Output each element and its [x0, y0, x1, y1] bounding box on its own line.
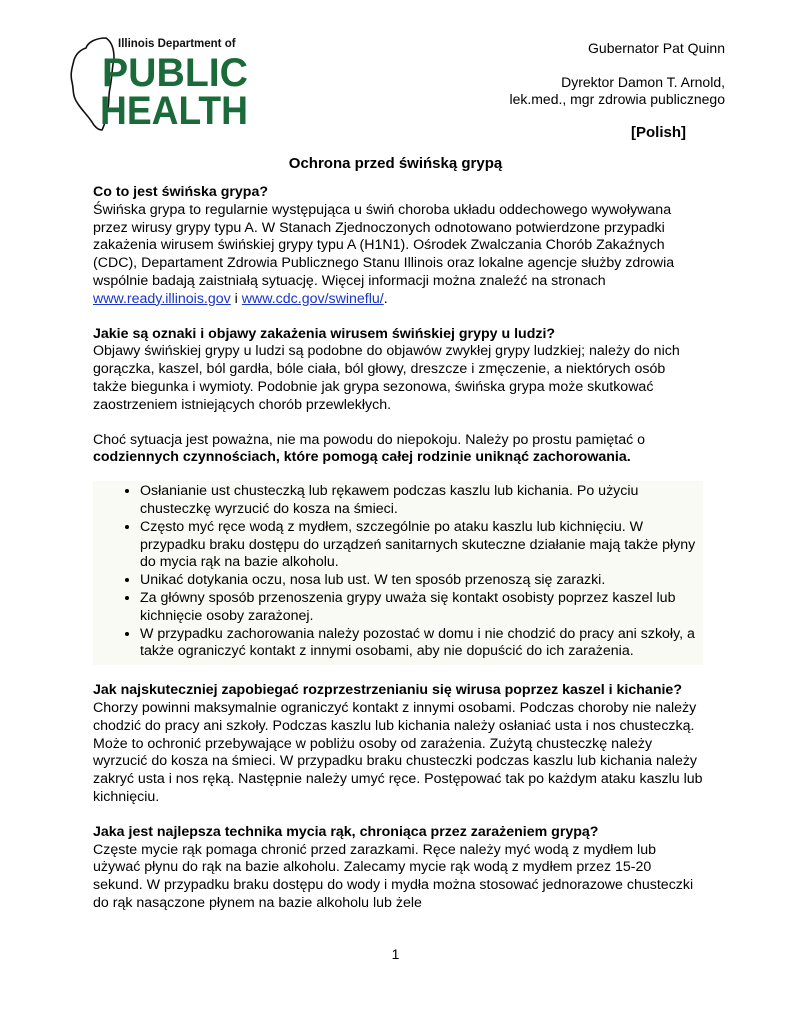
section-no-panic [93, 432, 703, 468]
section-paragraph: Świńska grypa to regularnie występująca u świń choroba układu oddechowego wywoływana przez wirusy grypy typu A. W Stanach Zjednoczonych odnotowano potwierdzone przypadki zakażenia wirusem świńskiej grypy typu A (H1N1). Ośrodek Zwalczania Chorób Zakaźnych (CDC), Departament Zdrowia Publicznego Stanu Illinois oraz lokalne agencje służby zdrowia wspólnie badają zaistniałą sytuację. Więcej informacji można znaleźć na stronach www.ready.illinois.gov i www.cdc.gov/swineflu/. [93, 201, 675, 307]
link-ready-illinois[interactable]: www.ready.illinois.gov [93, 290, 231, 307]
section-what-is-swine-flu [93, 184, 703, 309]
illinois-map-logo-graphic [66, 34, 256, 134]
document-title: Ochrona przed świńską grypą [288, 155, 503, 172]
svg-text:HEALTH: HEALTH [100, 89, 248, 133]
list-item: • Za główny sposób przenoszenia grypy uważa się kontakt osobisty poprzez kaszel lub kichnięcie osoby zarażonej. [140, 590, 703, 626]
page-number: 1 [391, 946, 400, 962]
section-heading: Jaka jest najlepsza technika mycia rąk, chroniąca przez zarażeniem grypą? [93, 823, 599, 840]
section-paragraph: Choć sytuacja jest poważna, nie ma powodu do niepokoju. Należy po prostu pamiętać o codziennych czynnościach, które pomogą całej rodzinie uniknąć zachorowania. [93, 431, 646, 466]
section-handwashing [93, 824, 703, 913]
svg-text:PUBLIC: PUBLIC [102, 51, 248, 95]
emphasis-text: codziennych czynnościach, które pomogą całej rodzinie uniknąć zachorowania. [93, 449, 631, 466]
list-item: • W przypadku zachorowania należy pozostać w domu i nie chodzić do pracy ani szkoły, a także ograniczyć kontakt z innymi osobami, aby nie dopuścić do ich zarażenia. [140, 626, 703, 662]
list-item: • Często myć ręce wodą z mydłem, szczególnie po ataku kaszlu lub kichnięciu. W przypadku braku dostępu do urządzeń sanitarnych skuteczne działanie mają także płyny do mycia rąk na bazie alkoholu. [140, 519, 703, 572]
director-line-1: Dyrektor Damon T. Arnold, [561, 74, 725, 90]
governor-line: Gubernator Pat Quinn [588, 40, 725, 56]
section-heading: Co to jest świńska grypa? [93, 184, 269, 200]
section-heading: Jak najskuteczniej zapobiegać rozprzestrzenianiu się wirusa poprzez kaszel i kichanie? [93, 682, 682, 699]
document-body [93, 184, 703, 930]
list-item: • Osłanianie ust chusteczką lub rękawem podczas kaszlu lub kichania. Po użyciu chusteczkę wyrzucić do kosza na śmieci. [140, 483, 703, 519]
section-paragraph: Chorzy powinni maksymalnie ograniczyć kontakt z innymi osobami. Podczas choroby nie należy chodzić do pracy ani szkoły. Podczas kaszlu lub kichania należy osłaniać usta i nos chusteczką. Może to ochronić przebywające w pobliżu osoby od zarażenia. Zużytą chusteczkę należy wyrzucić do kosza na śmieci. W przypadku braku chusteczki podczas kaszlu lub kichania należy zakryć usta i nos ręką. Następnie należy umyć ręce. Postępować tak po każdym ataku kaszlu lub kichnięciu. [93, 699, 703, 805]
svg-text:Illinois Department of: Illinois Department of [118, 38, 236, 50]
language-label: [Polish] [631, 124, 686, 141]
director-line-2: lek.med., mgr zdrowia publicznego [509, 91, 725, 107]
link-cdc-swineflu[interactable]: www.cdc.gov/swineflu/ [241, 290, 384, 307]
idph-logo [66, 34, 256, 134]
section-prevent-spread [93, 682, 703, 807]
section-heading: Jakie są oznaki i objawy zakażenia wirusem świńskiej grypy u ludzi? [93, 325, 556, 342]
list-item: • Unikać dotykania oczu, nosa lub ust. W ten sposób przenoszą się zarazki. [140, 572, 703, 590]
prevention-bullet-list [93, 481, 703, 665]
officials-block [509, 40, 725, 108]
section-paragraph: Objawy świńskiej grypy u ludzi są podobne do objawów zwykłej grypy ludzkiej; należy do nich gorączka, kaszel, ból gardła, bóle ciała, ból głowy, dreszcze i zmęczenie, a niektórych osób także biegunka i wymioty. Podobnie jak grypa sezonowa, świńska grypa może skutkować zaostrzeniem istniejących chorób przewlekłych. [93, 343, 680, 413]
section-paragraph: Częste mycie rąk pomaga chronić przed zarazkami. Ręce należy myć wodą z mydłem lub używać płynu do rąk na bazie alkoholu. Zalecamy mycie rąk wodą z mydłem przez 15-20 sekund. W przypadku braku dostępu do wody i mydła można stosować jednorazowe chusteczki do rąk nasączone płynem na bazie alkoholu lub żele [93, 841, 694, 911]
section-symptoms [93, 326, 703, 415]
